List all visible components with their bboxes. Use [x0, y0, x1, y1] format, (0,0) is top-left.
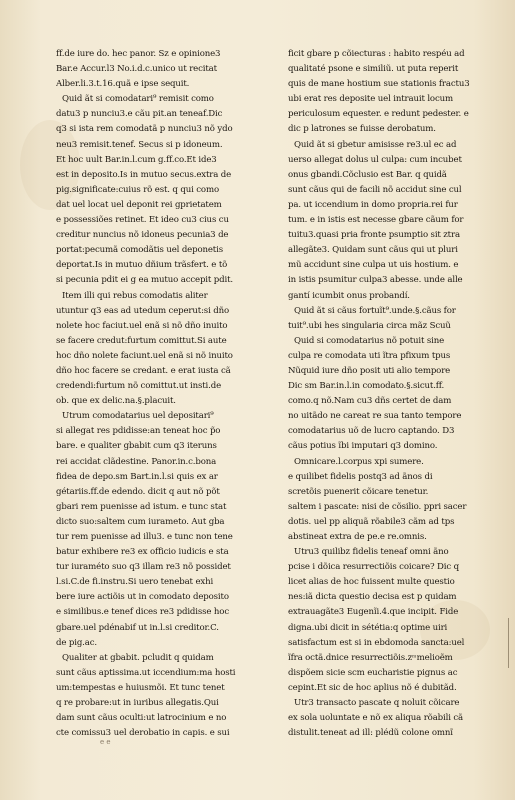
text-line: mũ accidunt sine culpa ut uis hostium. e [288, 260, 459, 271]
text-line: Utrum comodatarius uel depositari⁹ [62, 411, 214, 422]
text-line: distulit.teneat ad ill: plédũ colone omnĩ [288, 728, 453, 739]
text-line: bare. e qualiter gbabit cum q3 iteruns [56, 441, 217, 452]
text-line: in istis psumitur culpa3 abesse. unde alle [288, 275, 463, 286]
text-line: tum. e in istis est necesse gbare cãum for [288, 215, 464, 226]
text-line: cte comissu3 uel derobatio in capis. e sui [56, 728, 230, 739]
text-line: Et hoc uult Bar.in.l.cum g.ff.co.Et ide3 [56, 154, 217, 165]
text-line: dño hoc facere se credant. e erat iusta cã [56, 365, 231, 376]
text-line: Quid ãt si comodatari⁹ remisit como [62, 94, 214, 105]
text-line: pig.significate:cuius rõ est. q qui como [56, 184, 219, 195]
text-line: Item illi qui rebus comodatis aliter [62, 290, 208, 301]
text-line: de pig.ac. [56, 637, 97, 648]
text-line: quis de mane hostium sue stationis fractu3 [288, 79, 470, 90]
text-line: q re probare:ut in iuribus allegatis.Qui [56, 698, 219, 709]
text-line: est in deposito.Is in mutuo secus.extra de [56, 169, 232, 180]
text-line: Quid ãt si gbetur amisisse re3.ul ec ad [294, 139, 457, 150]
text-line: ob. que ex delic.na.§.placuit. [56, 396, 176, 407]
text-line: se facere credut:furtum comittut.Si aute [56, 335, 227, 346]
text-line: creditur nuncius nõ idoneus pecunia3 de [56, 230, 229, 241]
text-line: qualitaté psone e similiũ. ut puta reperit [288, 64, 459, 75]
text-line: tuitu3.quasi pria fronte psumptio sit ztra [288, 230, 460, 241]
text-line: dispõem sicie scm eucharistie pignus ac [288, 667, 458, 678]
text-line: uerso allegat dolus ul culpa: cum incubet [288, 154, 462, 165]
text-line: credendi:furtum nõ comittut.ut insti.de [56, 381, 222, 392]
text-line: Quid si comodatarius nõ potuit sine [294, 335, 445, 346]
text-line: abstineat extra de pe.e re.omnis. [288, 532, 427, 542]
text-line: l.si.C.de fi.instru.Si uero tenebat exhi [56, 577, 214, 588]
text-line: Quid ãt si cãus fortuĩt⁹.unde.§.cãus for [294, 305, 456, 316]
text-line: no uitãdo ne careat re sua tanto tempore [288, 411, 462, 422]
text-line: pcise i dõica resurrectiõis coicare? Dic q [288, 562, 459, 573]
text-line: saltem i pascate: nisi de cõsilio. ppri sacer [288, 501, 467, 512]
text-line: gbare.uel pdénabif ut in.l.si creditor.C. [56, 622, 219, 633]
text-line: portat:pecumã comodãtis uel deponetis [56, 245, 223, 256]
text-line: dat uel locat uel deponit rei gprietatem [56, 199, 222, 210]
text-line: neu3 remisit.tenef. Secus si p idoneum. [56, 139, 223, 150]
text-line: Dic sm Bar.in.l.in comodato.§.sicut.ff. [288, 381, 445, 392]
text-line: rei accidat clãdestine. Panor.in.c.bona [56, 456, 217, 467]
text-line: tur iuraméto suo q3 illam re3 nõ possidet [56, 562, 231, 573]
text-line: um:tempestas e huiusmõi. Et tunc tenet [56, 682, 225, 693]
text-line: Utru3 quilibz fidelis teneaf omni ãno [294, 547, 449, 558]
text-line: batur exhibere re3 ex officio iudicis e sta [56, 547, 229, 558]
text-line: si allegat res pdidisse:an teneat hoc p̃o [56, 426, 221, 437]
text-line: ĩfra octã.dnice resurrectiõis.z ͫ melioẽm [288, 652, 453, 663]
text-line: extrauagãte3 Eugenĩi.4.que incipit. Fide [288, 607, 459, 618]
text-line: e quilibet fidelis postq3 ad ãnos di [288, 471, 433, 482]
text-line: cepint.Et sic de hoc aplius nõ é dubitãd. [288, 682, 457, 693]
text-column-left [56, 47, 270, 741]
text-line: e similibus.e tenef dices re3 pdidisse hoc [56, 607, 229, 618]
text-line: tuit⁹.ubi hes singularia circa mãz Scuũ [288, 320, 451, 331]
text-line: ubi erat res deposite uel intrauit locum [288, 94, 454, 105]
text-line: Qualiter at gbabit. pcludit q quidam [62, 652, 214, 663]
text-line: periculosum equester. e redunt pedester. e [288, 109, 469, 120]
text-line: digna.ubi dicit in sététia:q optime uiri [288, 622, 448, 633]
footer-mark: e e [100, 738, 111, 746]
text-line: Alber.li.3.t.16.quã e ipse sequit. [56, 79, 190, 90]
text-line: gbari rem puenisse ad istum. e tunc stat [56, 501, 227, 512]
text-line: bere iure actiõis ut in comodato deposito [56, 592, 229, 603]
text-line: gantí icumbit onus probandí. [288, 290, 410, 301]
text-line: dam sunt cãus oculti:ut latrocinium e no [56, 713, 227, 724]
text-line: q3 si ista rem comodatã p nunciu3 nõ ydo [56, 124, 233, 135]
text-line: sunt cãus aptissima.ut iccendium:ma hosti [56, 667, 236, 678]
text-line: e possessiões retinet. Et ideo cu3 cius cu [56, 215, 229, 226]
text-line: tur rem puenisse ad illu3. e tunc non tene [56, 532, 233, 542]
text-line: utuntur q3 eas ad utedum ceperut:si dño [56, 305, 230, 316]
text-line: como.q nõ.Nam cu3 dñs certet de dam [288, 396, 452, 407]
text-line: onus gbandi.Cõclusio est Bar. q quidã [288, 169, 447, 180]
text-line: datu3 p nunciu3.e cãu pit.an teneaf.Dic [56, 109, 223, 120]
text-line: comodatarius uõ de lucro captando. D3 [288, 426, 455, 437]
text-line: dotis. uel pp aliquã rõabile3 cãm ad tps [288, 516, 455, 527]
text-line: scretõis puenerit cõicare tenetur. [288, 486, 429, 497]
text-line: allegãte3. Quidam sunt cãus qui ut pluri [288, 245, 458, 256]
text-line: Omnicare.l.corpus xpi sumere. [294, 456, 424, 467]
text-line: deportat.Is in mutuo dñium trãsfert. e tõ [56, 260, 228, 271]
margin-line [508, 618, 509, 668]
text-line: Nũquid iure dño posit uti alio tempore [288, 365, 451, 376]
text-line: hoc dño nolete faciunt.uel enã si nõ inuito [56, 350, 233, 361]
text-line: gétariis.ff.de edendo. dicit q aut nõ põt [56, 486, 220, 497]
text-line: si pecunia pdit ei g ea mutuo accepit pdit. [56, 275, 233, 286]
text-line: Utr3 transacto pascate q noluit cõicare [294, 698, 460, 709]
text-line: sunt cãus qui de facili nõ accidut sine cul [288, 184, 462, 195]
text-column-right [288, 47, 504, 741]
text-line: ex sola uoluntate e nõ ex aliqua rõabili cã [288, 713, 464, 724]
text-line: fidea de depo.sm Bart.in.l.si quis ex ar [56, 471, 218, 482]
text-line: culpa re comodata uti ĩtra pfixum tpus [288, 350, 451, 361]
text-line: cãus potius ĩbi imputari q3 domino. [288, 441, 438, 452]
text-line: pa. ut iccendium in domo propria.rei fur [288, 199, 458, 210]
text-line: ficit gbare p cõiecturas : habito respéu ad [288, 49, 465, 59]
text-line: ff.de iure do. hec panor. Sz e opinione3 [56, 49, 221, 59]
text-line: dicto suo:saltem cum iurameto. Aut gba [56, 516, 225, 527]
text-line: Bar.e Accur.l3 No.i.d.c.unico ut recitat [56, 64, 217, 75]
text-line: nolete hoc faciut.uel enã si nõ dño inuito [56, 320, 228, 331]
text-line: nes:iã dicta questio decisa est p quidam [288, 592, 457, 603]
text-line: licet alias de hoc fuissent multe questio [288, 577, 455, 588]
text-line: dic p latrones se fuisse derobatum. [288, 124, 436, 135]
text-line: satisfactum est si in ebdomoda sancta:uel [288, 637, 465, 648]
